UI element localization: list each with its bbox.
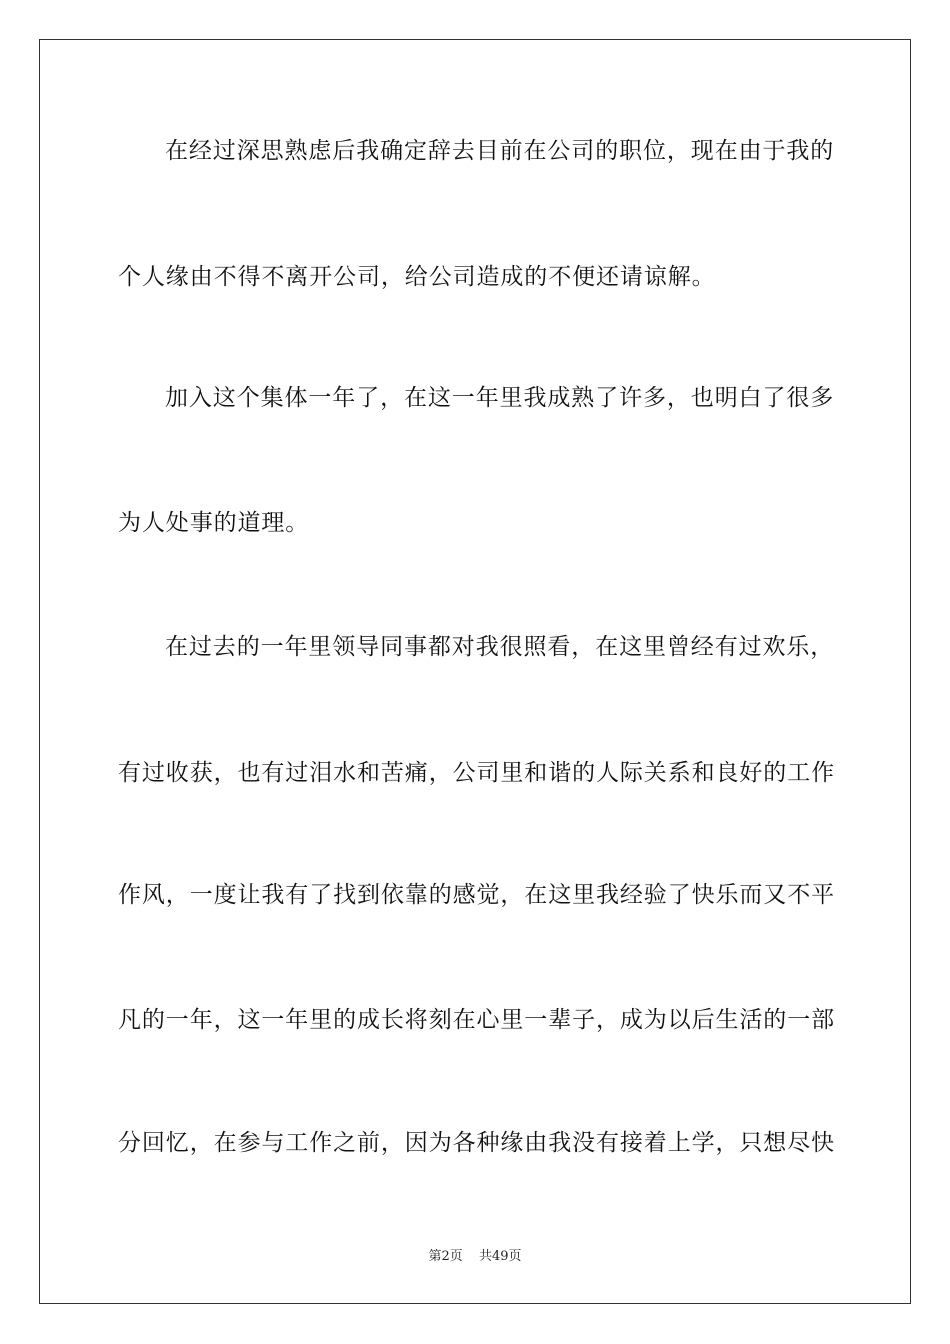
page-frame (39, 39, 911, 1304)
paragraph-line: 在经过深思熟虑后我确定辞去目前在公司的职位，现在由于我的 (165, 138, 835, 164)
paragraph-line: 为人处事的道理。 (118, 510, 310, 536)
paragraph-line: 凡的一年，这一年里的成长将刻在心里一辈子，成为以后生活的一部 (118, 1007, 835, 1033)
paragraph-line: 个人缘由不得不离开公司，给公司造成的不便还请谅解。 (118, 264, 716, 290)
total-pages: 共49页 (478, 1249, 522, 1264)
paragraph-line: 在过去的一年里领导同事都对我很照看，在这里曾经有过欢乐， (165, 634, 835, 660)
paragraph-line: 作风，一度让我有了找到依靠的感觉，在这里我经验了快乐而又不平 (118, 882, 835, 908)
paragraph-line: 有过收获，也有过泪水和苦痛，公司里和谐的人际关系和良好的工作 (118, 760, 835, 786)
page-footer (0, 1248, 950, 1266)
page-number: 第2页 (428, 1249, 463, 1264)
paragraph-line: 加入这个集体一年了，在这一年里我成熟了许多，也明白了很多 (165, 385, 835, 411)
paragraph-line: 分回忆，在参与工作之前，因为各种缘由我没有接着上学，只想尽快 (118, 1130, 835, 1156)
